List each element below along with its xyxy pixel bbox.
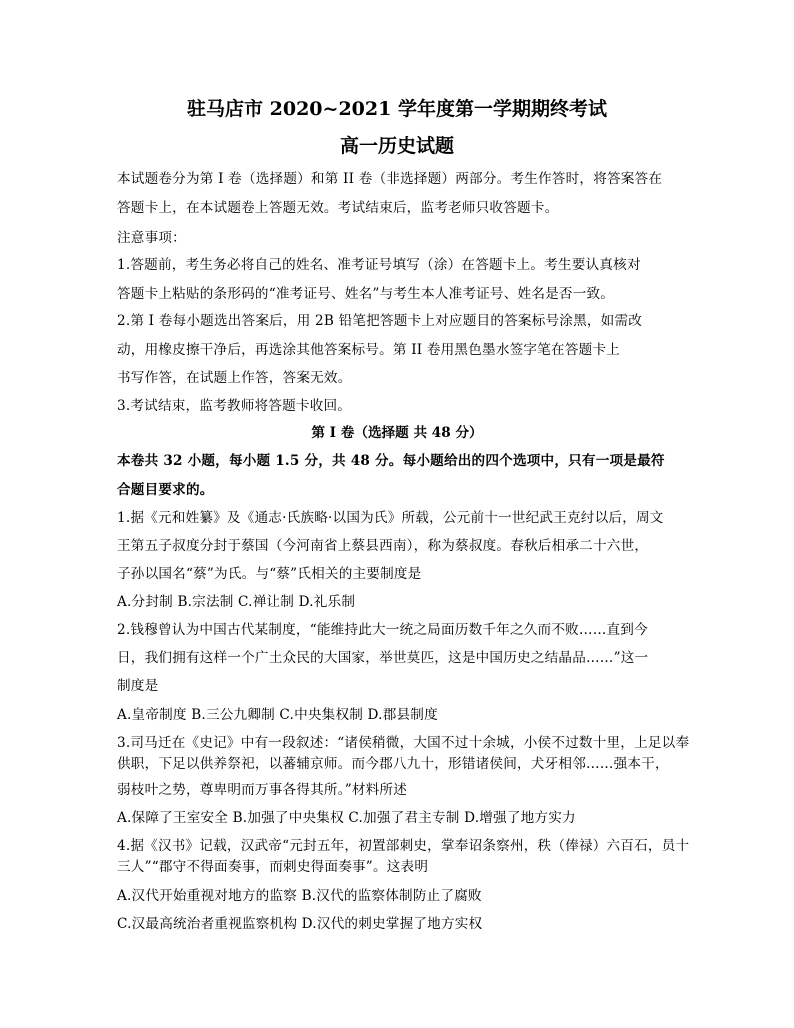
question-3-stem: 弱枝叶之势，尊卑明而万事各得其所。”材料所述 [117, 782, 408, 798]
question-1-stem: 子孙以国名“蔡”为氏。与“蔡”氏相关的主要制度是 [117, 566, 422, 582]
intro-line: 答题卡上，在本试题卷上答题无效。考试结束后，监考老师只收答题卡。 [117, 200, 559, 216]
question-1-stem: 王第五子叔度分封于蔡国（今河南省上蔡县西南），称为蔡叔度。春秋后相承二十六世， [117, 538, 649, 554]
section-instructions: 合题目要求的。 [117, 482, 214, 498]
question-3-stem: 3.司马迁在《史记》中有一段叙述：“诸侯稍微，大国不过十余城，小侯不过数十里，上足以奉 [117, 735, 690, 751]
note-line: 动，用橡皮擦干净后，再选涂其他答案标号。第 II 卷用黑色墨水签字笔在答题卡上 [117, 342, 620, 358]
intro-line: 本试题卷分为第 I 卷（选择题）和第 II 卷（非选择题）两部分。考生作答时，将答案答在 [117, 171, 663, 187]
question-1-options: A.分封制 B.宗法制 C.禅让制 D.礼乐制 [117, 594, 356, 610]
section-instructions: 本卷共 32 小题，每小题 1.5 分，共 48 分。每小题给出的四个选项中，只有一项是最符 [117, 453, 665, 469]
question-4-stem: 三人”“郡守不得面奏事，而刺史得面奏事”。这表明 [117, 859, 429, 875]
note-line: 2.第 I 卷每小题选出答案后，用 2B 铅笔把答题卡上对应题目的答案标号涂黑，如需改 [117, 313, 643, 329]
note-line: 3.考试结束，监考教师将答题卡收回。 [117, 398, 352, 414]
note-line: 答题卡上粘贴的条形码的“准考证号、姓名”与考生本人准考证号、姓名是否一致。 [117, 286, 615, 302]
question-1-stem: 1.据《元和姓纂》及《通志·氏族略·以国为氏》所载，公元前十一世纪武王克纣以后，周文 [117, 510, 664, 526]
question-2-stem: 制度是 [117, 678, 159, 694]
question-4-options: C.汉最高统治者重视监察机构 D.汉代的刺史掌握了地方实权 [117, 916, 483, 932]
exam-subtitle: 高一历史试题 [339, 135, 454, 157]
note-line: 1.答题前，考生务必将自己的姓名、准考证号填写（涂）在答题卡上。考生要认真核对 [117, 257, 641, 273]
question-3-stem: 供职，下足以供养祭祀，以蕃辅京师。而今郡八九十，形错诸侯间，犬牙相邻……强本干， [117, 756, 669, 772]
exam-title: 驻马店市 2020~2021 学年度第一学期期终考试 [187, 98, 607, 120]
question-4-stem: 4.据《汉书》记载，汉武帝“元封五年，初置部刺史，掌奉诏条察州，秩（俸禄）六百石，员十 [117, 838, 690, 854]
question-2-stem: 日，我们拥有这样一个广土众民的大国家，举世莫匹，这是中国历史之结晶品……”这一 [117, 650, 649, 666]
section-title: 第 I 卷（选择题 共 48 分） [311, 425, 483, 441]
note-line: 书写作答，在试题上作答，答案无效。 [117, 370, 352, 386]
question-3-options: A.保障了王室安全 B.加强了中央集权 C.加强了君主专制 D.增强了地方实力 [117, 810, 576, 826]
notes-heading: 注意事项： [117, 230, 186, 246]
question-2-options: A.皇帝制度 B.三公九卿制 C.中央集权制 D.郡县制度 [117, 707, 438, 723]
question-2-stem: 2.钱穆曾认为中国古代某制度，“能维持此大一统之局面历数千年之久而不败……直到今 [117, 622, 648, 638]
question-4-options: A.汉代开始重视对地方的监察 B.汉代的监察体制防止了腐败 [117, 888, 482, 904]
